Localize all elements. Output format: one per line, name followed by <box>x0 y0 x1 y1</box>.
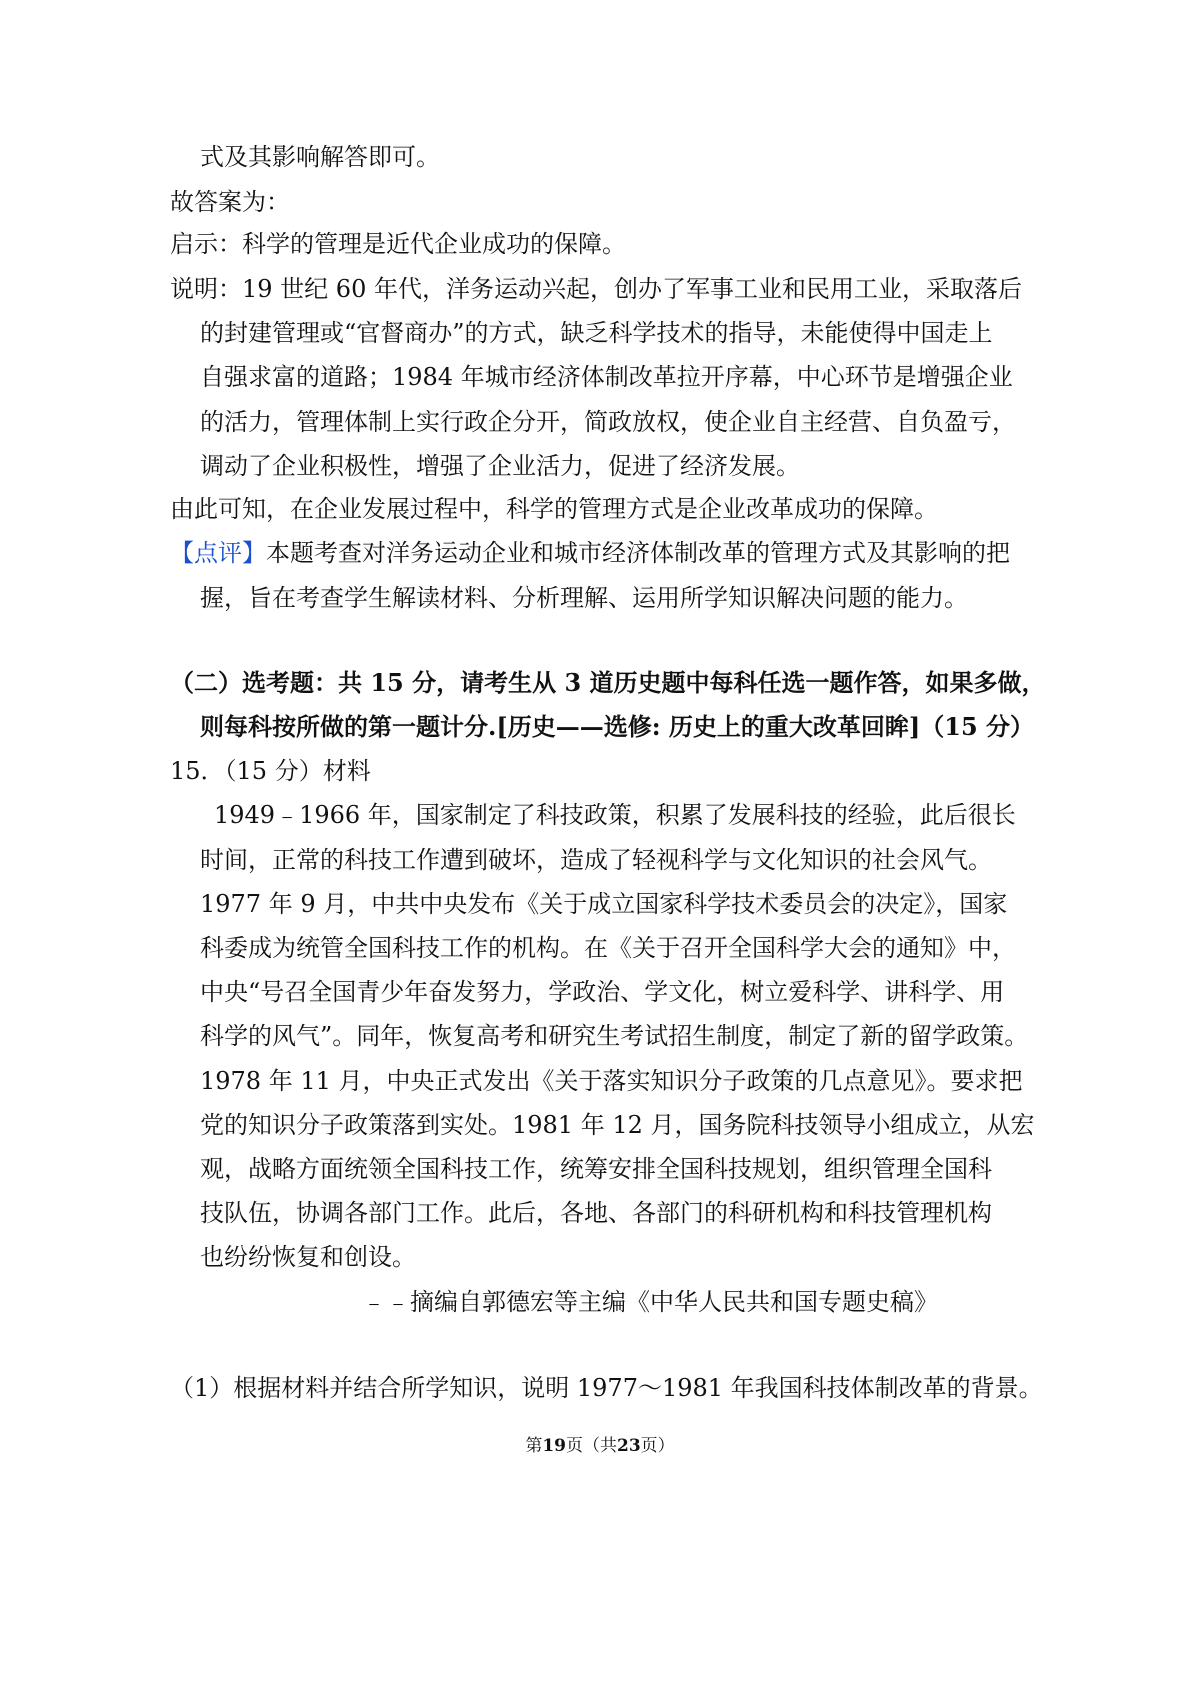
footer-page-number: 19 <box>542 1436 566 1456</box>
conclusion-line: 由此可知，在企业发展过程中，科学的管理方式是企业改革成功的保障。 <box>170 495 938 523</box>
comment-text-1: 本题考查对洋务运动企业和城市经济体制改革的管理方式及其影响的把 <box>266 539 1010 567</box>
comment-line-2: 握，旨在考查学生解读材料、分析理解、运用所学知识解决问题的能力。 <box>200 584 968 612</box>
material-line-11: 也纷纷恢复和创设。 <box>200 1243 416 1271</box>
explanation-line-4: 的活力，管理体制上实行政企分开，简政放权，使企业自主经营、自负盈亏， <box>200 408 1016 436</box>
material-line-1: 1949﹣1966 年，国家制定了科技政策，积累了发展科技的经验，此后很长 <box>214 801 1016 829</box>
explanation-line-1: 说明：19 世纪 60 年代，洋务运动兴起，创办了军事工业和民用工业，采取落后 <box>170 275 1022 303</box>
footer-suffix: 页） <box>640 1436 675 1456</box>
material-line-10: 技队伍，协调各部门工作。此后，各地、各部门的科研机构和科技管理机构 <box>200 1199 992 1227</box>
material-line-2: 时间，正常的科技工作遭到破坏，造成了轻视科学与文化知识的社会风气。 <box>200 846 992 874</box>
material-line-7: 1978 年 11 月，中央正式发出《关于落实知识分子政策的几点意见》。要求把 <box>200 1067 1023 1095</box>
explanation-line-2: 的封建管理或“官督商办”的方式，缺乏科学技术的指导，未能使得中国走上 <box>200 319 993 347</box>
footer-total-pages: 23 <box>617 1436 641 1456</box>
section-heading-line-2: 则每科按所做的第一题计分.[历史——选修: 历史上的重大改革回眸]（15 分） <box>200 712 1035 741</box>
page-footer <box>0 1435 1200 1457</box>
source-citation: ﹣﹣摘编自郭德宏等主编《中华人民共和国专题史稿》 <box>362 1288 938 1316</box>
material-line-5: 中央“号召全国青少年奋发努力，学政治、学文化，树立爱科学、讲科学、用 <box>200 978 1005 1006</box>
explanation-line-5: 调动了企业积极性，增强了企业活力，促进了经济发展。 <box>200 452 800 480</box>
answer-line-1: 式及其影响解答即可。 <box>200 143 440 171</box>
explanation-line-3: 自强求富的道路；1984 年城市经济体制改革拉开序幕，中心环节是增强企业 <box>200 363 1013 391</box>
material-line-9: 观，战略方面统领全国科技工作，统筹安排全国科技规划，组织管理全国科 <box>200 1155 992 1183</box>
section-heading-line-1: （二）选考题：共 15 分，请考生从 3 道历史题中每科任选一题作答，如果多做， <box>170 668 1046 697</box>
question-number-line: 15．（15 分）材料 <box>170 757 371 785</box>
insight-line: 启示：科学的管理是近代企业成功的保障。 <box>170 230 626 258</box>
material-line-3: 1977 年 9 月，中共中央发布《关于成立国家科学技术委员会的决定》，国家 <box>200 890 1008 918</box>
material-line-6: 科学的风气”。同年，恢复高考和研究生考试招生制度，制定了新的留学政策。 <box>200 1022 1029 1050</box>
answer-label: 故答案为： <box>170 188 290 216</box>
comment-tag: 【点评】 <box>170 539 266 567</box>
comment-line-1 <box>170 538 1010 568</box>
sub-question-1: （1）根据材料并结合所学知识，说明 1977～1981 年我国科技体制改革的背景。 <box>170 1374 1043 1402</box>
footer-prefix: 第 <box>525 1436 543 1456</box>
material-line-8: 党的知识分子政策落到实处。1981 年 12 月，国务院科技领导小组成立，从宏 <box>200 1111 1035 1139</box>
footer-middle: 页（共 <box>566 1436 617 1456</box>
material-line-4: 科委成为统管全国科技工作的机构。在《关于召开全国科学大会的通知》中， <box>200 934 1016 962</box>
